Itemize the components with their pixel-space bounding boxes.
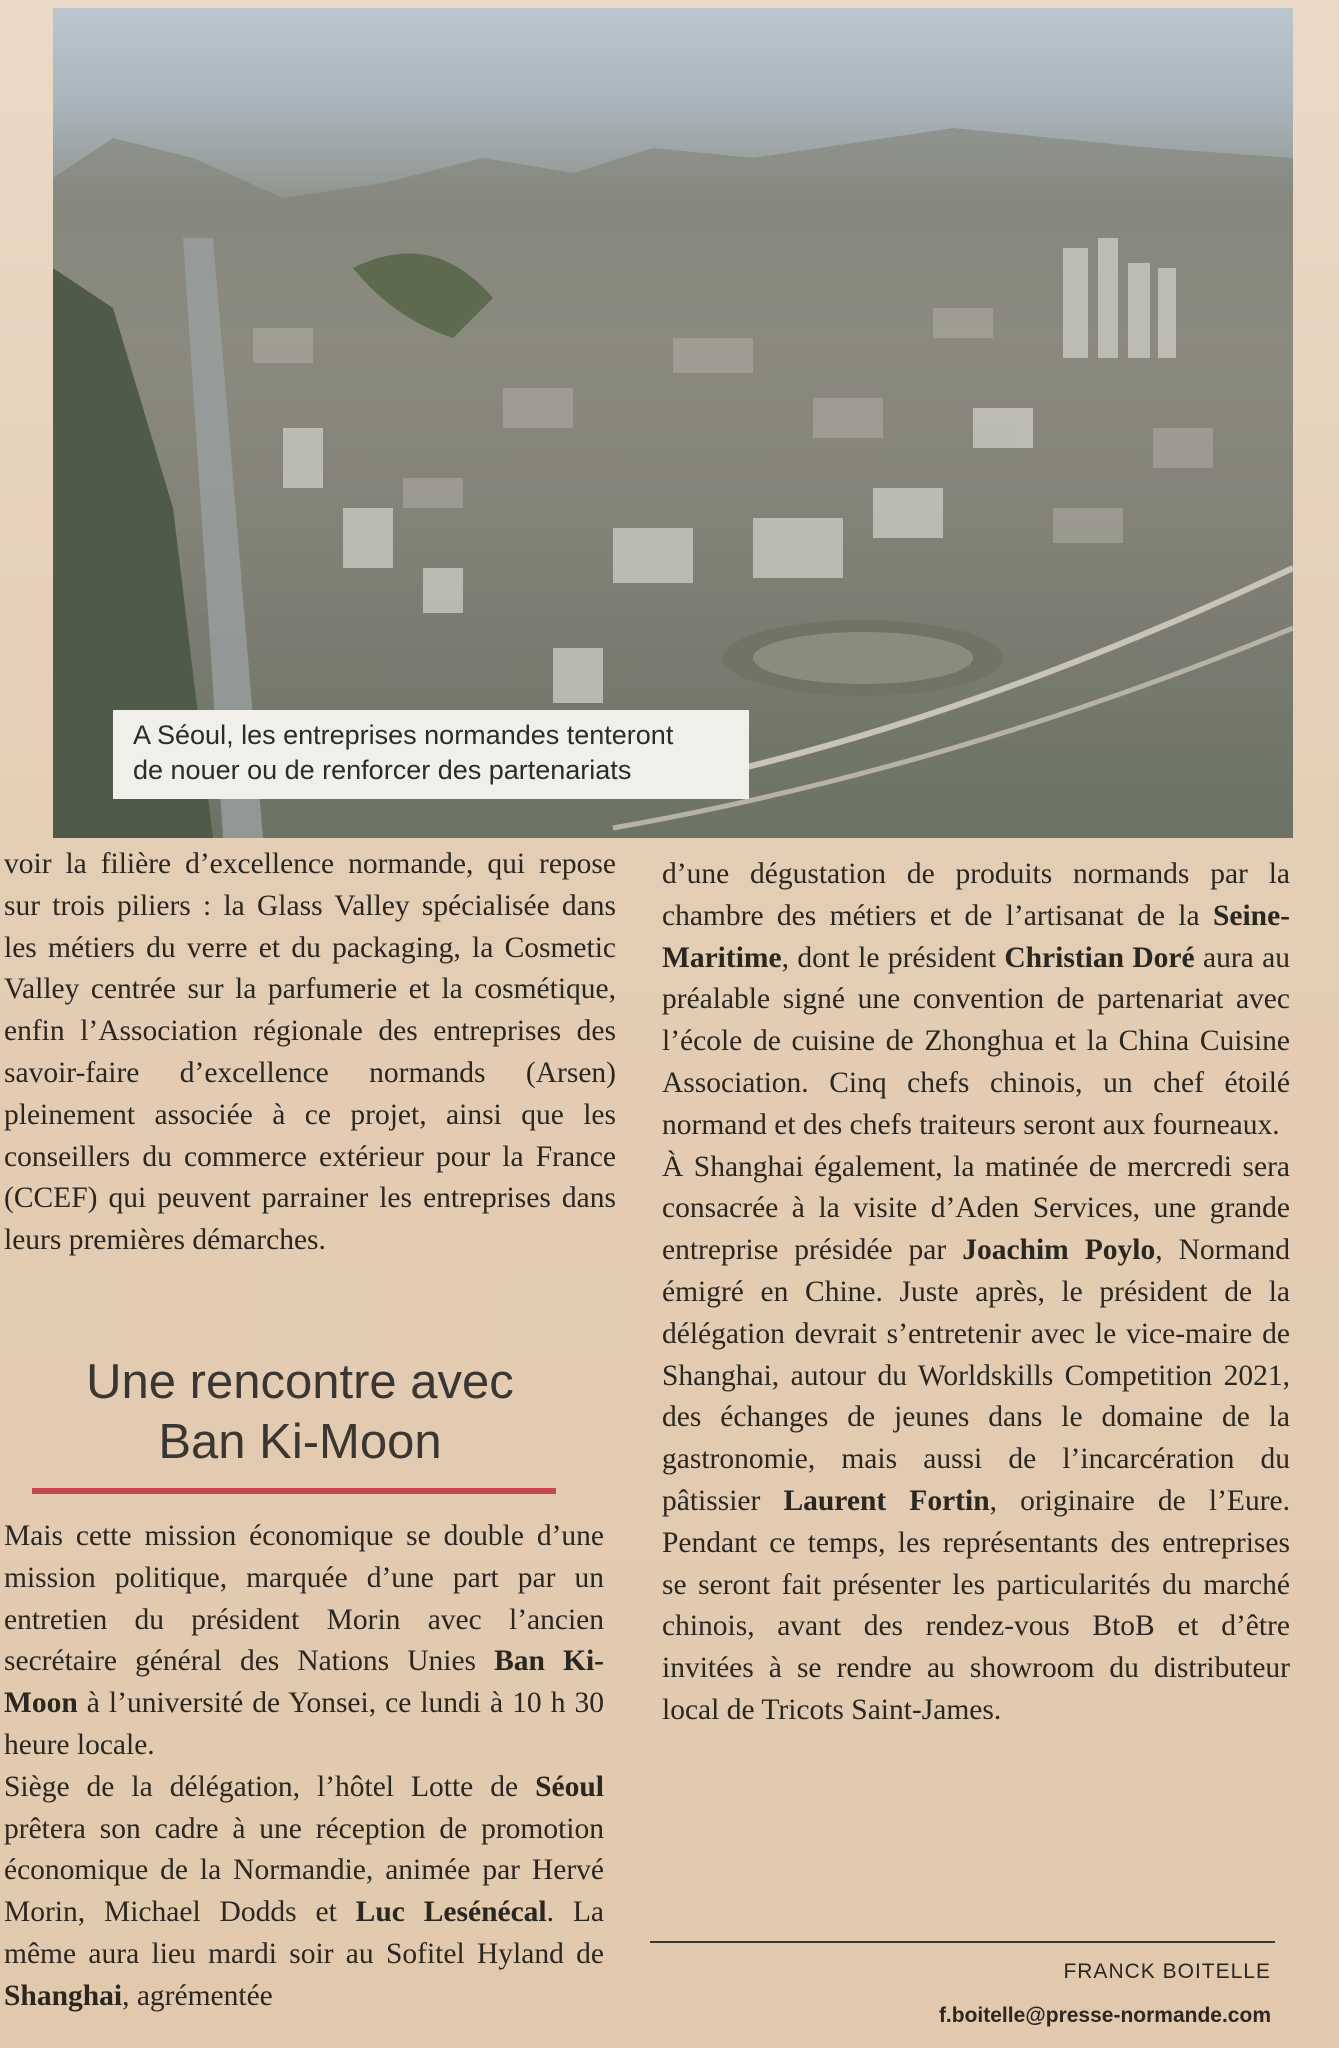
author-email: f.boitelle@presse-normande.com (938, 2004, 1271, 2027)
paragraph-filiere: voir la filière d’excellence normande, qui repose sur trois piliers : la Glass Valley spécialisée dans les métiers du verre et du packaging, la Cosmetic Valley centrée sur la parfumerie et la cosmétique, enfin l’Association régionale des entreprises des savoir-faire d’excellence normands (Arsen) pleinement associée à ce projet, ainsi que les conseillers du commerce extérieur pour la France (CCEF) qui peuvent parrainer les entreprises dans leurs premières démarches. (4, 848, 616, 1257)
caption-line-2: de nouer ou de renforcer des partenariats (133, 755, 632, 785)
right-column (662, 854, 1290, 1732)
text: Siège de la délégation, l’hôtel Lotte de (4, 1770, 536, 1803)
name-luc-lesenecal: Luc Lesénécal (355, 1896, 547, 1929)
left-column-top (0, 844, 616, 1262)
text: À Shanghai également, la matinée de mercredi sera consacrée à la visite d’Aden Services, une grande entreprise présidée par (662, 1150, 1290, 1267)
photo-caption (113, 710, 749, 799)
paragraph-mission-politique (4, 1516, 604, 1767)
text: Mais cette mission économique se double d’une mission politique, marquée d’une part par un entretien du président Morin avec l’ancien secrétaire général des Nations Unies (4, 1520, 604, 1678)
text: . La même aura lieu mardi soir au Sofitel Hyland de (4, 1896, 604, 1970)
caption-line-1: A Séoul, les entreprises normandes tenteront (133, 720, 674, 750)
text: , agrémentée (122, 1979, 273, 2012)
place-seoul: Séoul (535, 1770, 604, 1803)
text: prêtera son cadre à une réception de promotion économique de la Normandie, animée par Hervé Morin, Michael Dodds et (4, 1812, 604, 1929)
text: aura au préalable signé une convention de partenariat avec l’école de cuisine de Zhonghua et la China Cuisine Association. Cinq chefs chinois, un chef étoilé normand et des chefs traiteurs seront aux fourneaux. (662, 941, 1290, 1141)
place-shanghai: Shanghai (4, 1979, 123, 2012)
subheading-rule (32, 1488, 556, 1494)
text: , Normand émigré en Chine. Juste après, le président de la délégation devrait s’entretenir avec le vice-maire de Shanghai, autour du Worldskills Competition 2021, des échanges de jeunes dans le domaine de la gastronomie, mais aussi de l’incarcération du pâtissier (662, 1234, 1291, 1517)
name-joachim-poylo: Joachim Poylo (962, 1234, 1156, 1267)
left-column-bottom (0, 1516, 604, 2018)
name-laurent-fortin: Laurent Fortin (783, 1484, 990, 1517)
paragraph-shanghai (662, 1147, 1290, 1732)
signature-rule (650, 1941, 1275, 1943)
subheading-line-2: Ban Ki-Moon (158, 1415, 442, 1469)
seoul-aerial-photo (53, 8, 1293, 838)
subheading-line-1: Une rencontre avec (86, 1355, 514, 1409)
text: , dont le président (781, 941, 1005, 974)
name-christian-dore: Christian Doré (1004, 941, 1195, 974)
text: , originaire de l’Eure. Pendant ce temps, les représentants des entreprises se seront fait présenter les particularités du marché chinois, avant des rendez-vous BtoB et d’être invitées à se rendre au showroom du distributeur local de Tricots Saint-James. (662, 1484, 1290, 1726)
paragraph-reception (4, 1767, 604, 2018)
paragraph-degustation (662, 854, 1290, 1147)
text: à l’université de Yonsei, ce lundi à 10 h 30 heure locale. (4, 1687, 604, 1761)
subheading (30, 1352, 570, 1472)
text: d’une dégustation de produits normands par la chambre des métiers et de l’artisanat de la (662, 858, 1290, 932)
author-name: FRANCK BOITELLE (1063, 1960, 1271, 1983)
place-seine-maritime: Seine-Maritime (662, 899, 1290, 974)
name-ban-ki-moon: Ban Ki-Moon (4, 1645, 604, 1720)
